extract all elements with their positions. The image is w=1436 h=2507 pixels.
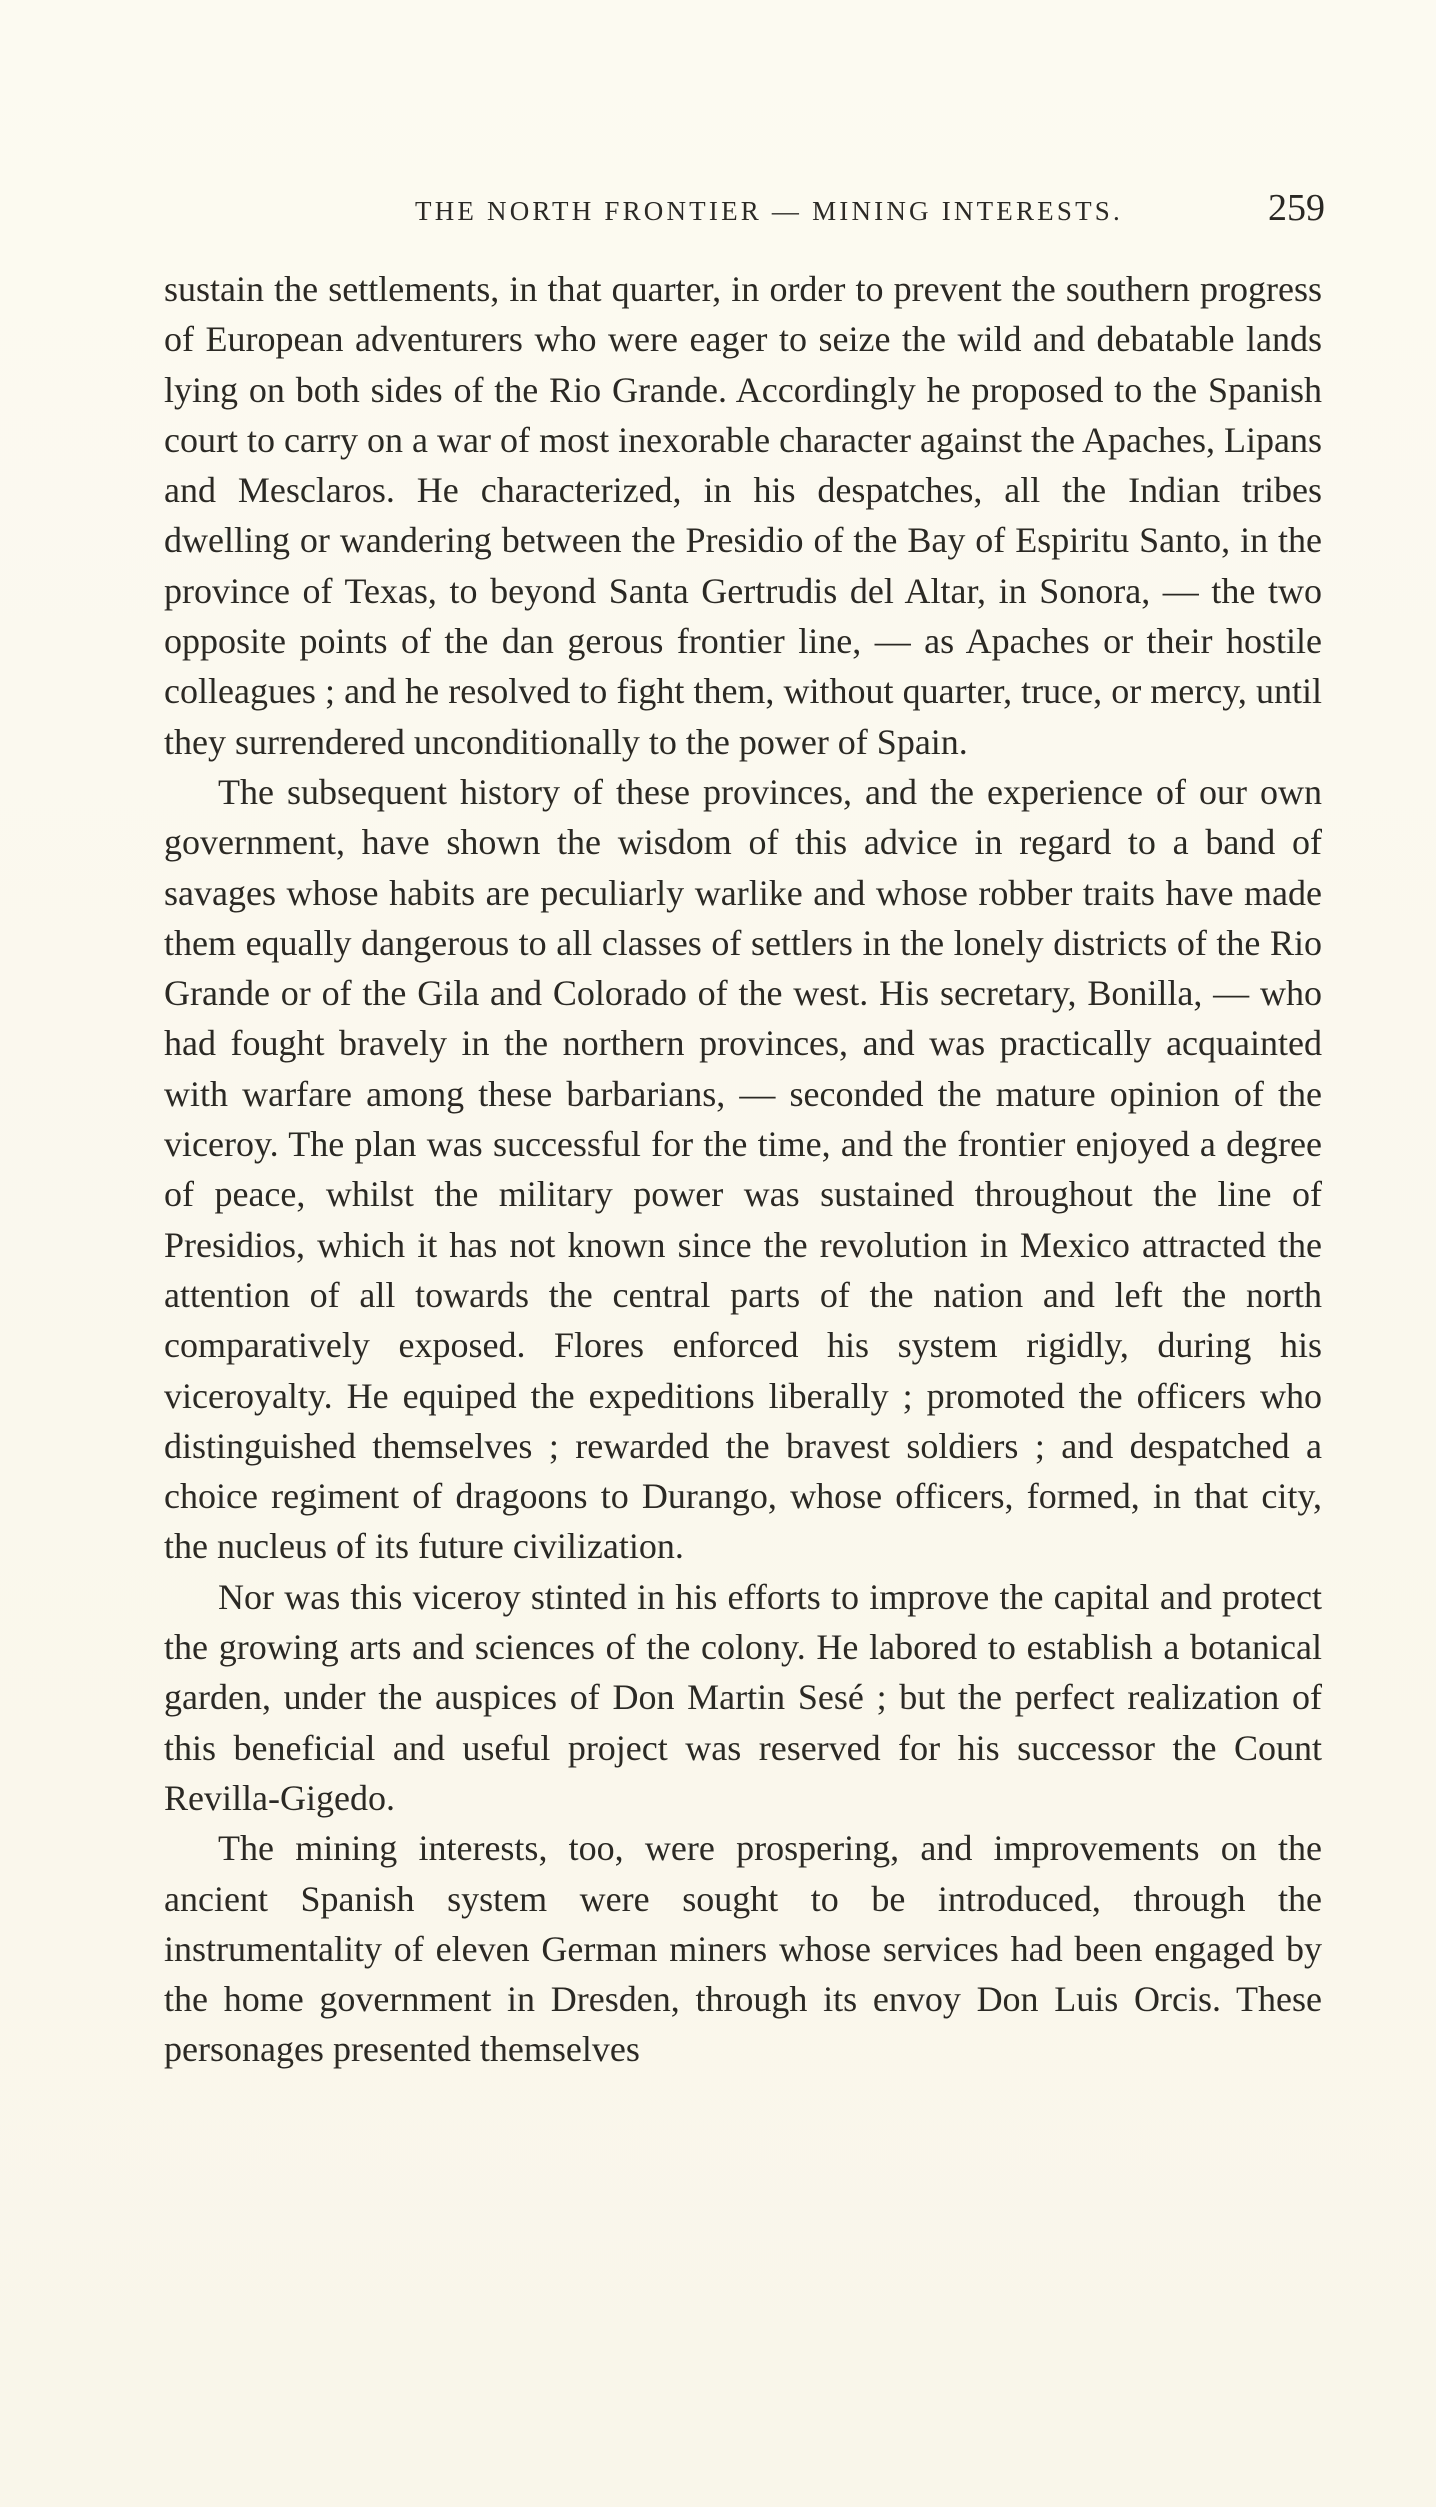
paragraph-1: sustain the settlements, in that quarter, in order to prevent the southern progress of European adventurers who were eager to seize the wild and debatable lands lying on both sides of the Rio Grande. Accordingly he proposed to the Spanish court to carry on a war of most inexorable character against the Apaches, Lipans and Mesclaros. He characterized, in his despatches, all the Indian tribes dwelling or wandering between the Presidio of the Bay of Espiritu Santo, in the province of Texas, to beyond Santa Gertrudis del Altar, in Sonora, — the two opposite points of the dan gerous frontier line, — as Apaches or their hostile colleagues ; and he resolved to fight them, without quarter, truce, or mercy, until they surrendered unconditionally to the power of Spain. xyxy=(164,269,1322,762)
body-text xyxy=(164,264,1322,2075)
paragraph-3: Nor was this viceroy stinted in his efforts to improve the capital and protect the growing arts and sciences of the colony. He labored to establish a botanical garden, under the auspices of Don Martin Sesé ; but the perfect realization of this beneficial and useful project was reserved for his successor the Count Revilla-Gigedo. xyxy=(164,1576,1322,1818)
page-header xyxy=(320,186,1325,238)
paragraph-4: The mining interests, too, were prospering, and improvements on the ancient Spanish system were sought to be introduced, through the instrumentality of eleven German miners whose services had been engaged by the home government in Dresden, through its envoy Don Luis Orcis. These personages presented themselves xyxy=(164,1828,1322,2070)
page-number: 259 xyxy=(1268,187,1325,229)
running-head: THE NORTH FRONTIER — MINING INTERESTS. xyxy=(415,196,1123,226)
paragraph-2: The subsequent history of these provinces, and the experience of our own government, have shown the wisdom of this advice in regard to a band of savages whose habits are peculiarly warlike and whose robber traits have made them equally dangerous to all classes of settlers in the lonely districts of the Rio Grande or of the Gila and Colorado of the west. His secretary, Bonilla, — who had fought bravely in the northern provinces, and was practically acquainted with warfare among these barbarians, — seconded the mature opinion of the viceroy. The plan was successful for the time, and the frontier enjoyed a degree of peace, whilst the military power was sustained throughout the line of Presidios, which it has not known since the revolution in Mexico attracted the attention of all towards the central parts of the nation and left the north comparatively exposed. Flores enforced his system rigidly, during his viceroyalty. He equiped the expeditions liberally ; promoted the officers who distinguished themselves ; rewarded the bravest soldiers ; and despatched a choice regiment of dragoons to Durango, whose officers, formed, in that city, the nucleus of its future civilization. xyxy=(164,771,1322,1567)
